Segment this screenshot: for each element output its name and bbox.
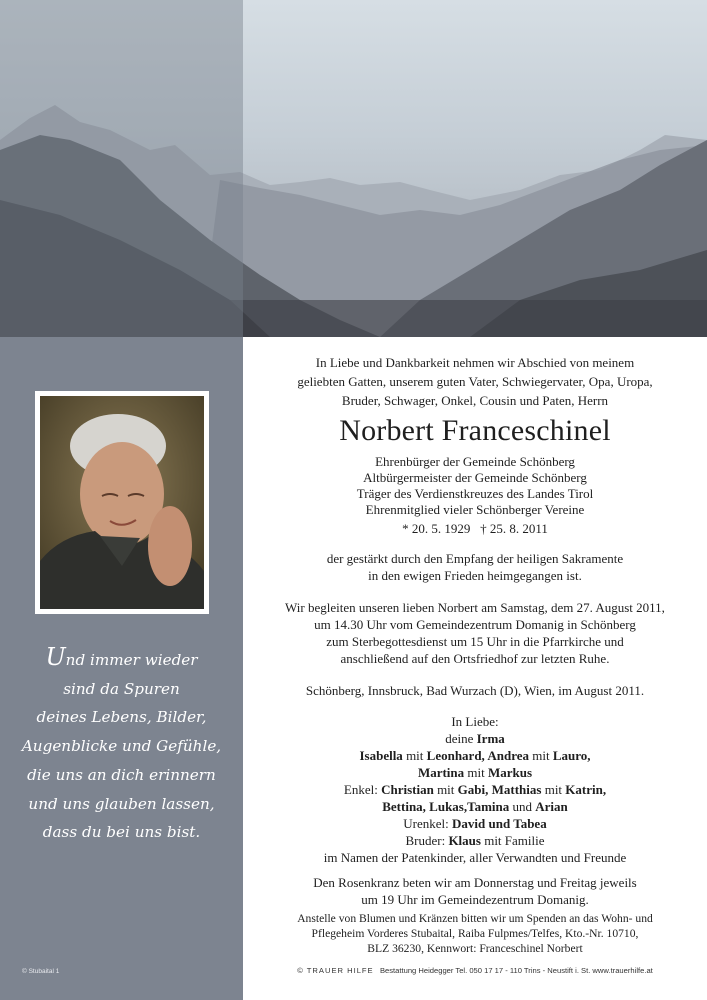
photo-copyright: © Stubaital 1: [22, 968, 60, 975]
funeral-line: um 14.30 Uhr vom Gemeindezentrum Domanig in Schönberg: [314, 617, 636, 632]
company-info: Bestattung Heidegger Tel. 050 17 17 - 110 Trins - Neustift i. St. www.trauerhilfe.at: [379, 966, 653, 975]
portrait-frame: [35, 391, 209, 614]
donation-line: Pflegeheim Vorderes Stubaital, Raiba Fulpmes/Telfes, Kto.-Nr. 10710,: [311, 927, 639, 940]
footer: [243, 966, 707, 975]
title-line: Ehrenbürger der Gemeinde Schönberg: [375, 454, 575, 469]
title-line: Altbürgermeister der Gemeinde Schönberg: [363, 470, 587, 485]
title-line: Träger des Verdienstkreuzes des Landes Tirol: [356, 486, 594, 501]
mountain-header-image: [0, 0, 707, 337]
header-overlay: [0, 0, 243, 337]
poem-line: Und immer wieder: [45, 643, 198, 671]
sacrament-line: in den ewigen Frieden heimgegangen ist.: [368, 568, 582, 583]
family-line: im Namen der Patenkinder, aller Verwandten und Freunde: [323, 850, 627, 865]
family-line: Martina mit Markus: [417, 765, 533, 780]
brand-logo: © TRAUER HILFE: [297, 966, 374, 975]
family-line: Bruder: Klaus mit Familie: [405, 833, 545, 848]
poem-line: und uns glauben lassen,: [28, 794, 215, 813]
family-line: deine Irma: [445, 731, 505, 746]
life-dates: * 20. 5. 1929 † 25. 8. 2011: [402, 521, 548, 536]
family-line: Bettina, Lukas,Tamina und Arian: [382, 799, 568, 814]
family-heading: In Liebe:: [451, 714, 499, 729]
funeral-line: anschließend auf den Ortsfriedhof zur letzten Ruhe.: [340, 651, 610, 666]
family-line: Urenkel: David und Tabea: [403, 816, 547, 831]
poem-line: die uns an dich erinnern: [27, 765, 216, 784]
sacrament-line: der gestärkt durch den Empfang der heiligen Sakramente: [326, 551, 624, 566]
funeral-line: zum Sterbegottesdienst um 15 Uhr in die Pfarrkirche und: [326, 634, 624, 649]
intro-line: Bruder, Schwager, Onkel, Cousin und Paten, Herrn: [341, 393, 609, 408]
rosenkranz-line: um 19 Uhr im Gemeindezentrum Domanig.: [361, 892, 589, 907]
deceased-name: Norbert Franceschinel: [339, 414, 611, 447]
poem-line: deines Lebens, Bilder,: [36, 708, 207, 727]
memorial-poem: [0, 645, 243, 847]
funeral-line: Wir begleiten unseren lieben Norbert am Samstag, dem 27. August 2011,: [285, 600, 665, 615]
family-line: Isabella mit Leonhard, Andrea mit Lauro,: [359, 748, 591, 763]
portrait-photo: [40, 396, 204, 609]
title-line: Ehrenmitglied vieler Schönberger Vereine: [365, 502, 585, 517]
poem-line: dass du bei uns bist.: [42, 823, 201, 842]
poem-line: Augenblicke und Gefühle,: [21, 737, 222, 756]
poem-initial: U: [45, 643, 66, 671]
poem-line: sind da Spuren: [63, 679, 180, 698]
place-date: Schönberg, Innsbruck, Bad Wurzach (D), Wien, im August 2011.: [305, 683, 645, 698]
intro-line: In Liebe und Dankbarkeit nehmen wir Abschied von meinem: [315, 355, 635, 370]
family-line: Enkel: Christian mit Gabi, Matthias mit Katrin,: [343, 782, 607, 797]
rosenkranz-line: Den Rosenkranz beten wir am Donnerstag und Freitag jeweils: [313, 875, 637, 890]
intro-line: geliebten Gatten, unserem guten Vater, Schwiegervater, Opa, Uropa,: [297, 374, 653, 389]
donation-line: BLZ 36230, Kennwort: Franceschinel Norbert: [367, 942, 583, 955]
donation-line: Anstelle von Blumen und Kränzen bitten wir um Spenden an das Wohn- und: [297, 912, 653, 925]
